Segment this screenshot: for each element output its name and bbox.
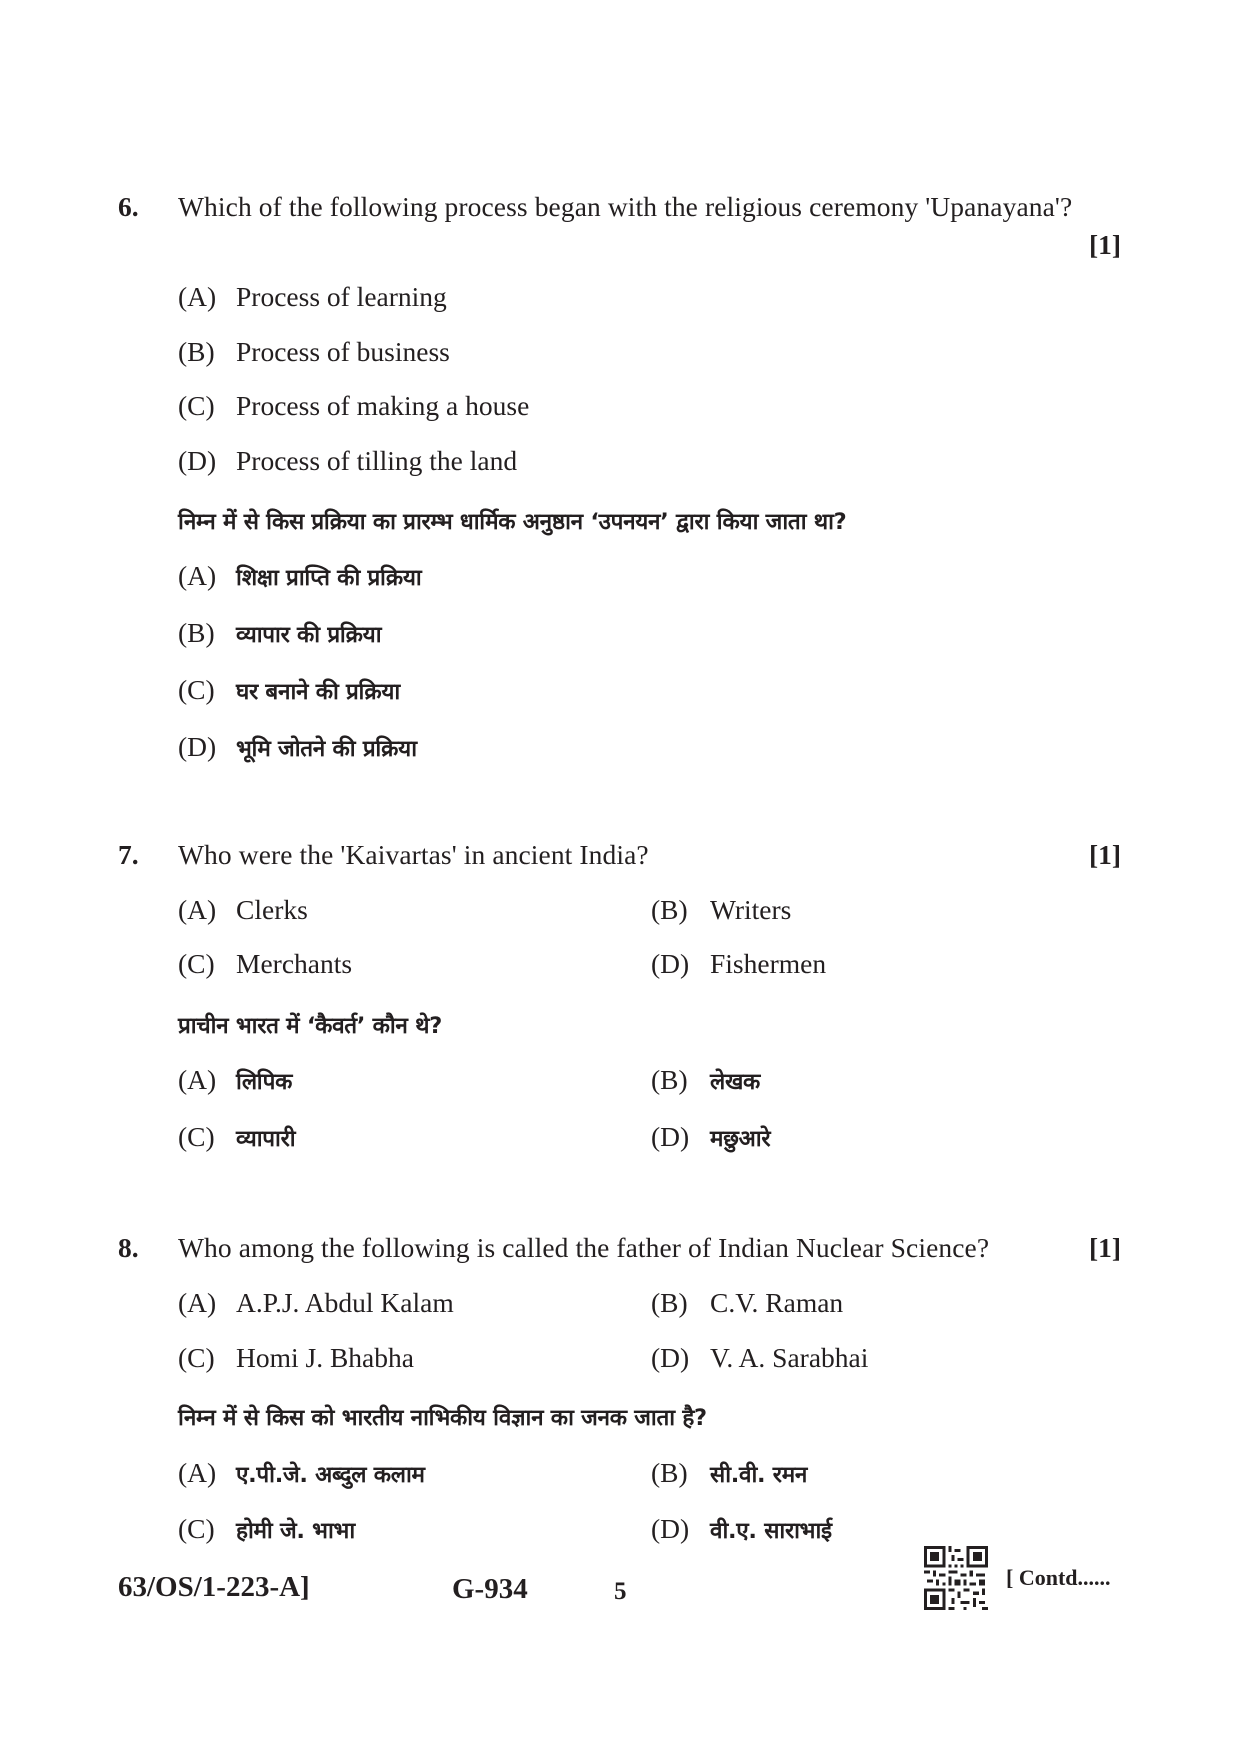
question-text-hi: निम्न में से किस को भारतीय नाभिकीय विज्ञान का जनक जाता है? [178, 1405, 707, 1431]
option-c-hi: व्यापारी [236, 1126, 296, 1152]
option-label: (C) [178, 1121, 215, 1152]
option-label: (C) [178, 1513, 215, 1544]
option-label: (A) [178, 560, 217, 591]
option-c-en: Process of making a house [236, 390, 530, 421]
option-label: (D) [651, 948, 690, 979]
option-c-en: Homi J. Bhabha [236, 1342, 414, 1373]
question-marks: [1] [1089, 1232, 1122, 1263]
option-a-en: A.P.J. Abdul Kalam [236, 1287, 454, 1318]
option-label: (D) [651, 1342, 690, 1373]
option-label: (B) [178, 617, 215, 648]
option-label: (C) [178, 948, 215, 979]
option-d-en: Fishermen [710, 948, 827, 979]
continued-label: [ Contd...... [1006, 1565, 1111, 1590]
question-marks: [1] [1089, 839, 1122, 870]
option-label: (C) [178, 674, 215, 705]
option-label: (C) [178, 1342, 215, 1373]
option-label: (B) [651, 1287, 688, 1318]
question-marks: [1] [1089, 229, 1122, 260]
option-a-en: Clerks [236, 894, 308, 925]
page-number: 5 [614, 1578, 627, 1605]
option-b-en: Process of business [236, 336, 450, 367]
option-b-en: C.V. Raman [710, 1287, 844, 1318]
option-a-hi: शिक्षा प्राप्ति की प्रक्रिया [236, 565, 422, 591]
option-a-en: Process of learning [236, 281, 447, 312]
option-label: (C) [178, 390, 215, 421]
question-number: 7. [118, 839, 139, 870]
option-b-en: Writers [710, 894, 792, 925]
option-label: (A) [178, 894, 217, 925]
paper-code: 63/OS/1-223-A] [118, 1571, 310, 1603]
question-number: 6. [118, 191, 139, 222]
option-d-hi: मछुआरे [710, 1126, 771, 1152]
series-code: G-934 [452, 1573, 528, 1605]
option-c-hi: होमी जे. भाभा [236, 1518, 355, 1544]
option-d-en: Process of tilling the land [236, 445, 518, 476]
option-c-hi: घर बनाने की प्रक्रिया [236, 679, 400, 705]
option-d-hi: वी.ए. साराभाई [710, 1518, 832, 1544]
option-label: (B) [651, 1064, 688, 1095]
question-number: 8. [118, 1232, 139, 1263]
question-text-hi: निम्न में से किस प्रक्रिया का प्रारम्भ धार्मिक अनुष्ठान ‘उपनयन’ द्वारा किया जाता था? [178, 509, 847, 535]
option-label: (D) [651, 1121, 690, 1152]
option-label: (D) [651, 1513, 690, 1544]
option-label: (A) [178, 1457, 217, 1488]
option-b-hi: लेखक [710, 1069, 761, 1095]
option-label: (D) [178, 731, 217, 762]
option-b-hi: व्यापार की प्रक्रिया [236, 622, 382, 648]
option-c-en: Merchants [236, 948, 353, 979]
option-d-en: V. A. Sarabhai [710, 1342, 869, 1373]
option-b-hi: सी.वी. रमन [710, 1462, 808, 1488]
question-text-en: Which of the following process began with the religious ceremony 'Upanayana'? [178, 191, 1073, 222]
qr-code-icon [924, 1546, 988, 1610]
option-label: (A) [178, 281, 217, 312]
option-label: (A) [178, 1064, 217, 1095]
question-text-hi: प्राचीन भारत में ‘कैवर्त’ कौन थे? [178, 1013, 442, 1039]
option-d-hi: भूमि जोतने की प्रक्रिया [236, 736, 417, 762]
question-text-en: Who were the 'Kaivartas' in ancient India? [178, 839, 649, 870]
option-label: (B) [651, 1457, 688, 1488]
option-label: (B) [651, 894, 688, 925]
option-a-hi: लिपिक [236, 1069, 293, 1095]
question-text-en: Who among the following is called the father of Indian Nuclear Science? [178, 1232, 990, 1263]
option-a-hi: ए.पी.जे. अब्दुल कलाम [236, 1462, 425, 1488]
option-label: (A) [178, 1287, 217, 1318]
option-label: (B) [178, 336, 215, 367]
option-label: (D) [178, 445, 217, 476]
